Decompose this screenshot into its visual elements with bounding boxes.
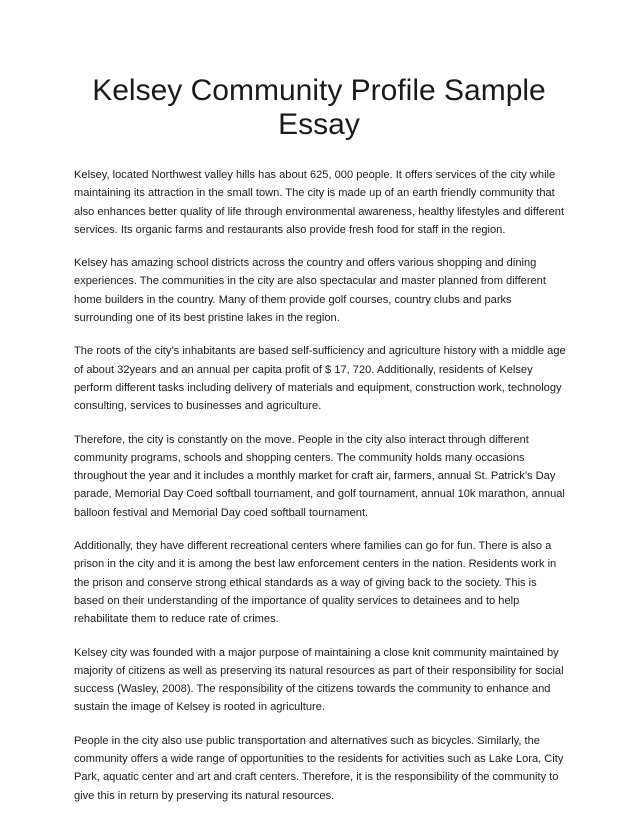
paragraph-line: the prison and conserve strong ethical standards as a way of giving back to the society. This is bbox=[74, 576, 537, 589]
paragraph-line: success (Wasley, 2008). The responsibility of the citizens towards the community to enhance and bbox=[74, 683, 551, 696]
title-line: Kelsey Community Profile Sample bbox=[92, 74, 546, 107]
paragraph-line: rehabilitate them to reduce rate of crimes. bbox=[74, 613, 279, 626]
paragraph-line: home builders in the country. Many of them provide golf courses, country clubs and parks bbox=[74, 293, 512, 306]
title-line: Essay bbox=[278, 108, 360, 141]
paragraph bbox=[74, 644, 574, 717]
paragraph-line: Kelsey city was founded with a major purpose of maintaining a close knit community maintained by bbox=[74, 646, 559, 659]
paragraph-line: perform different tasks including delivery of materials and equipment, construction work, technology bbox=[74, 381, 562, 394]
paragraph-line: Therefore, the city is constantly on the move. People in the city also interact through different bbox=[74, 433, 529, 446]
paragraph bbox=[74, 732, 574, 805]
paragraph bbox=[74, 537, 574, 628]
paragraph-line: of about 32years and an annual per capita profit of $ 17, 720. Additionally, residents of Kelsey bbox=[74, 363, 533, 376]
paragraph-line: consulting, services to businesses and agriculture. bbox=[74, 400, 322, 413]
paragraph-line: Kelsey has amazing school districts across the country and offers various shopping and dining bbox=[74, 257, 537, 270]
paragraph-line: community programs, schools and shopping centers. The community holds many occasions bbox=[74, 451, 525, 464]
paragraph-line: also enhances better quality of life through environmental awareness, healthy lifestyles and different bbox=[74, 205, 565, 218]
paragraph-line: surrounding one of its best pristine lakes in the region. bbox=[74, 312, 340, 325]
paragraph-line: parade, Memorial Day Coed softball tournament, and golf tournament, annual 10k marathon, annual bbox=[74, 488, 565, 501]
paragraph bbox=[74, 431, 574, 522]
paragraph bbox=[74, 342, 574, 415]
paragraph-line: sustain the image of Kelsey is rooted in agriculture. bbox=[74, 701, 325, 714]
document-title bbox=[40, 74, 598, 142]
paragraph-line: community offers a wide range of opportunities to the residents for activities such as Lake Lora, City bbox=[74, 753, 564, 766]
paragraph bbox=[74, 166, 574, 239]
paragraph-line: maintaining its attraction in the small town. The city is made up of an earth friendly community that bbox=[74, 187, 555, 200]
paragraph-line: Additionally, they have different recreational centers where families can go for fun. There is also a bbox=[74, 540, 552, 553]
paragraph-line: based on their understanding of the importance of quality services to detainees and to help bbox=[74, 594, 520, 607]
paragraph-line: give this in return by preserving its natural resources. bbox=[74, 789, 335, 802]
paragraph-line: The roots of the city’s inhabitants are based self-sufficiency and agriculture history with a middle age bbox=[74, 345, 566, 358]
paragraph bbox=[74, 254, 574, 327]
paragraph-line: Park, aquatic center and art and craft centers. Therefore, it is the responsibility of the community to bbox=[74, 771, 559, 784]
paragraph-line: prison in the city and it is among the best law enforcement centers in the nation. Residents work in bbox=[74, 558, 557, 571]
document-body bbox=[74, 166, 574, 820]
paragraph-line: People in the city also use public transportation and alternatives such as bicycles. Similarly, the bbox=[74, 734, 540, 747]
paragraph-line: balloon festival and Memorial Day coed softball tournament. bbox=[74, 506, 369, 519]
paragraph-line: services. Its organic farms and restaurants also provide fresh food for staff in the region. bbox=[74, 223, 506, 236]
paragraph-line: Kelsey, located Northwest valley hills has about 625, 000 people. It offers services of the city while bbox=[74, 169, 556, 181]
paragraph-line: throughout the year and it includes a monthly market for craft air, farmers, annual St. Patrick’s Day bbox=[74, 470, 556, 483]
paragraph-line: experiences. The communities in the city are also spectacular and master planned from different bbox=[74, 275, 546, 288]
paragraph-line: majority of citizens as well as preserving its natural resources as part of their responsibility for social bbox=[74, 664, 564, 677]
